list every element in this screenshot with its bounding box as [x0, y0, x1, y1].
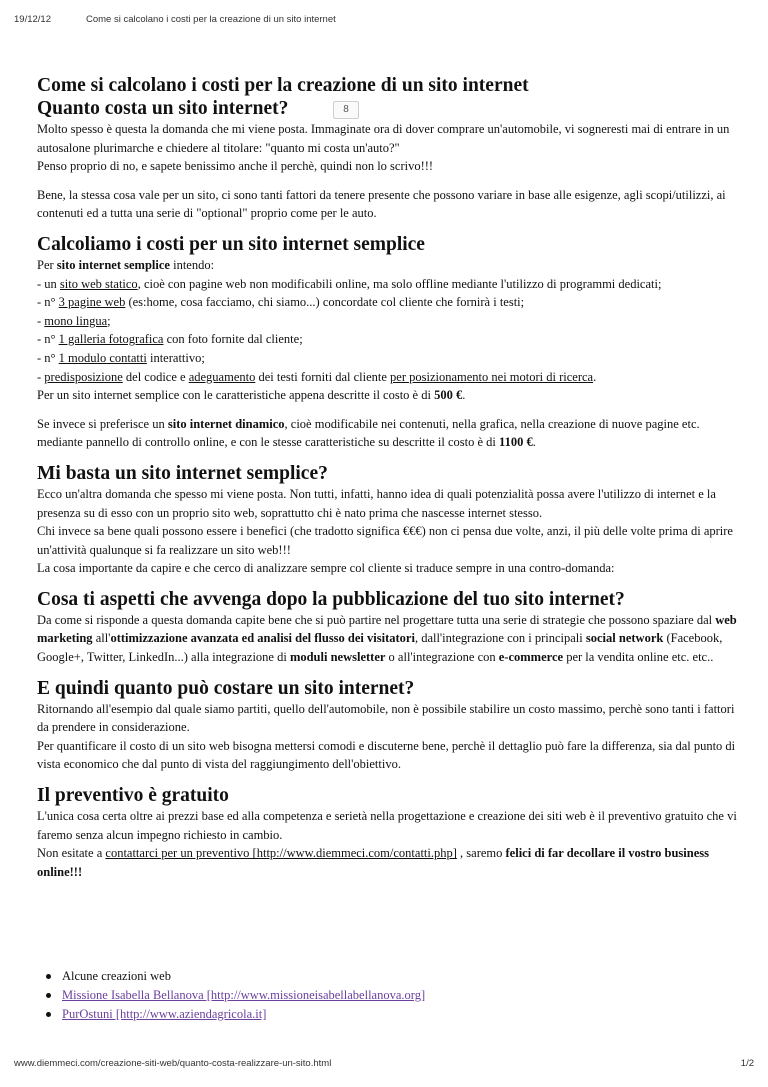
section-heading-expectations: Cosa ti aspetti che avvenga dopo la pubblicazione del tuo sito internet?	[37, 588, 625, 610]
link-web-pages[interactable]: 3 pagine web	[58, 295, 126, 310]
paragraph: Ritornando all'esempio dal quale siamo partiti, quello dell'automobile, non è possibile stabilire un costo massimo, perchè sono tanti i fattori da prendere in considerazione. Per quantificare il costo di un sito web bisogna mettersi comodi e discuterne bene, perchè il dettaglio può fare la differenza, sia dal punto di vista economico che dal punto di vista del raggiungimento dell'obiettivo.	[37, 701, 736, 772]
price-dynamic: 1100 €	[499, 435, 533, 450]
link-seo-positioning[interactable]: per posizionamento nei motori di ricerca	[390, 369, 594, 384]
share-count-badge[interactable]: 8	[333, 101, 359, 119]
section-heading-simple-site: Calcoliamo i costi per un sito internet semplice	[37, 233, 425, 255]
paragraph: Molto spesso è questa la domanda che mi viene posta. Immaginate ora di dover comprare un'automobile, vi sogneresti mai di entrare in un autosalone plurimarche e chiedere al titolare: "quanto mi costa un'auto?" Penso proprio di no, e sapete benissimo anche il perchè, quindi non lo scrivo!!!	[37, 122, 730, 174]
list-item: Alcune creazioni web	[44, 967, 425, 986]
article-body	[37, 74, 737, 881]
bullet-icon	[46, 1012, 51, 1017]
price-simple: 500 €	[434, 388, 463, 403]
link-predisposition[interactable]: predisposizione	[44, 369, 123, 384]
page-footer	[14, 1058, 754, 1072]
article-title: Come si calcolano i costi per la creazione di un sito internet	[37, 75, 529, 96]
link-purostuni[interactable]: PurOstuni [http://www.aziendagricola.it]	[62, 1007, 267, 1021]
print-title: Come si calcolano i costi per la creazione di un sito internet	[86, 14, 336, 25]
list-item[interactable]	[44, 1005, 425, 1024]
related-links-list	[44, 967, 425, 1024]
section-heading-how-much: E quindi quanto può costare un sito internet?	[37, 677, 415, 699]
page-header	[14, 14, 754, 30]
link-mono-language[interactable]: mono lingua	[44, 313, 108, 328]
section-heading-enough: Mi basta un sito internet semplice?	[37, 462, 328, 484]
bullet-icon	[46, 993, 51, 998]
section-heading-free-quote: Il preventivo è gratuito	[37, 785, 229, 807]
bullet-icon	[46, 974, 51, 979]
section-heading-cost: Quanto costa un sito internet?	[37, 98, 289, 119]
print-date: 19/12/12	[14, 14, 51, 25]
paragraph: Da come si risponde a questa domanda capite bene che si può partire nel progettare tutta una serie di strategie che possono spaziare dal web marketing all'ottimizzazione avanzata ed analisi del flusso dei visitatori, dall'integrazione con i principali social network (Facebook, Google+, Twitter, LinkedIn...) alla integrazione di moduli newsletter o all'integrazione con e-commerce per la vendita online etc. etc..	[37, 612, 737, 665]
list-item[interactable]	[44, 986, 425, 1005]
link-contact-form[interactable]: 1 modulo contatti	[58, 350, 147, 365]
paragraph: L'unica cosa certa oltre ai prezzi base ed alla competenza e serietà nella progettazione e creazione dei siti web è il preventivo gratuito che vi faremo senza alcun impegno richiesto in cambio. Non esitate a contattarci per un preventivo [http://www.diemmeci.com/contatti.php] , saremo felici di far decollare il vostro business online!!!	[37, 809, 737, 879]
page-number: 1/2	[740, 1058, 754, 1069]
link-photo-gallery[interactable]: 1 galleria fotografica	[58, 332, 164, 347]
link-adjustment[interactable]: adeguamento	[188, 369, 256, 384]
page-url: www.diemmeci.com/creazione-siti-web/quanto-costa-realizzare-un-sito.html	[14, 1058, 332, 1069]
paragraph: Se invece si preferisce un sito internet dinamico, cioè modificabile nei contenuti, nella grafica, nella creazione di nuove pagine etc. mediante pannello di controllo online, e con le stesse caratteristiche su descritte il costo è di 1100 €.	[37, 416, 700, 450]
paragraph: Ecco un'altra domanda che spesso mi viene posta. Non tutti, infatti, hanno idea di quali potenzialità possa avere l'utilizzo di internet e la presenza su di esso con un proprio sito web, soprattutto chi è nato prima che nascesse internet stesso. Chi invece sa bene quali possono essere i benefici (che tradotto significa €€€) non ci pensa due volte, anzi, il più delle volte prima di aprire un'attività qualunque si fa realizzare un sito web!!! La cosa importante da capire e che cerco di analizzare sempre col cliente si traduce sempre in una contro-domanda:	[37, 486, 733, 576]
link-contact-quote[interactable]: contattarci per un preventivo [http://www.diemmeci.com/contatti.php]	[105, 846, 457, 861]
feature-list: Per sito internet semplice intendo: - un sito web statico, cioè con pagine web non modificabili online, ma solo offline mediante l'utilizzo di programmi dedicati; - n° 3 pagine web (es:home, cosa facciamo, chi siamo...) concordate col cliente che fornirà i testi; - mono lingua; - n° 1 galleria fotografica con foto fornite dal cliente; - n° 1 modulo contatti interattivo; - predisposizione del codice e adeguamento dei testi forniti dal cliente per posizionamento nei motori di ricerca. Per un sito internet semplice con le caratteristiche appena descritte il costo è di 500 €.	[37, 257, 662, 403]
link-missione-isabella[interactable]: Missione Isabella Bellanova [http://www.missioneisabellabellanova.org]	[62, 988, 426, 1002]
link-static-site[interactable]: sito web statico	[59, 276, 138, 291]
paragraph: Bene, la stessa cosa vale per un sito, ci sono tanti fattori da tenere presente che possono variare in base alle esigenze, agli scopi/utilizzi, ai contenuti ed a tutta una serie di "optional" proprio come per le auto.	[37, 187, 726, 221]
